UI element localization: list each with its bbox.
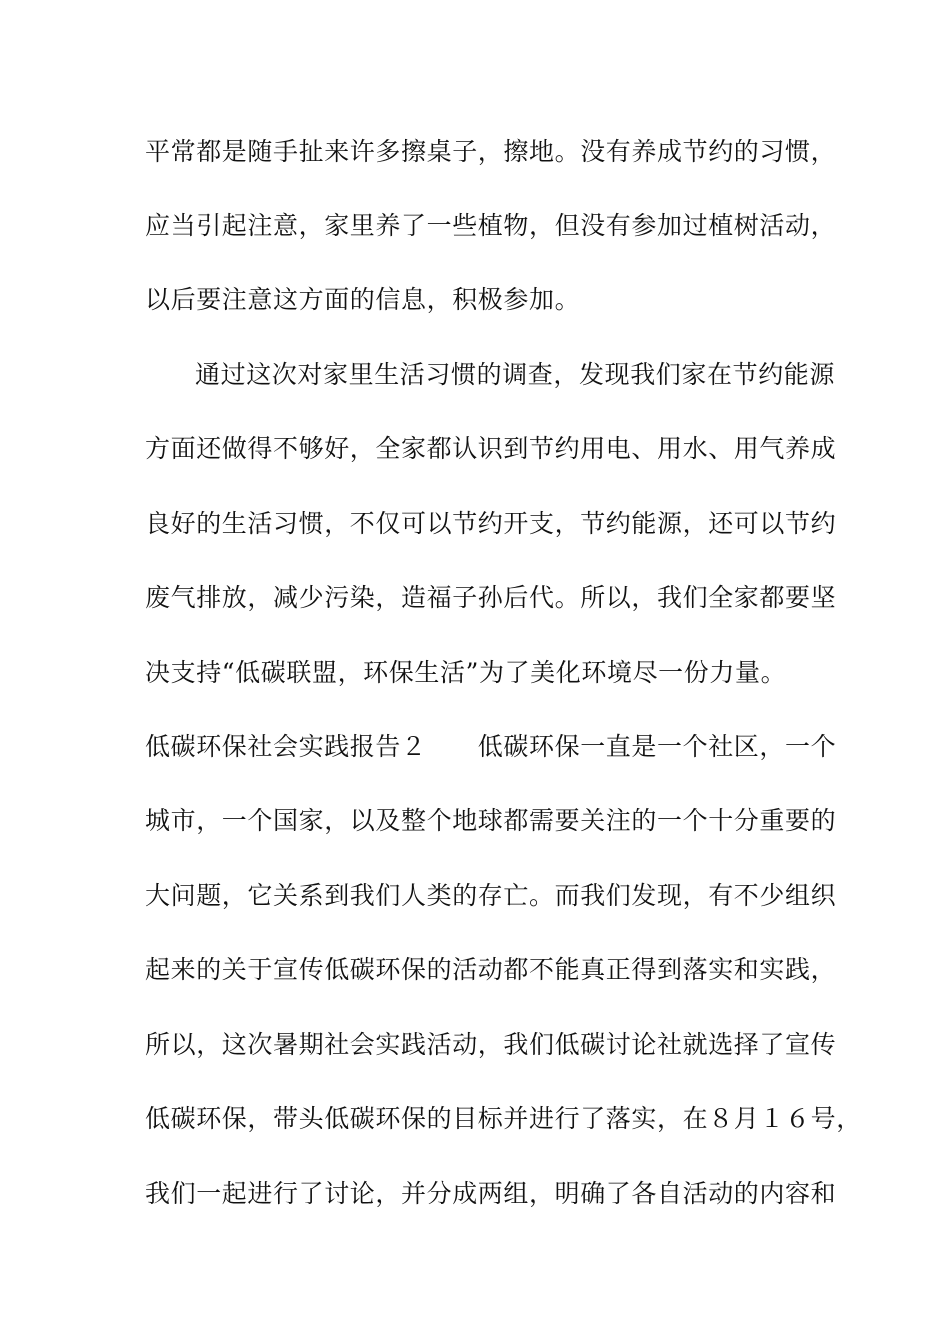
paragraph-line-3: 以后要注意这方面的信息，积极参加。 (145, 285, 581, 314)
paragraph-line-12: 起来的关于宣传低碳环保的活动都不能真正得到落实和实践， (145, 955, 837, 984)
paragraph-line-5: 方面还做得不够好，全家都认识到节约用电、用水、用气养成 (145, 434, 837, 463)
paragraph-line-15: 我们一起进行了讨论，并分成两组，明确了各自活动的内容和 (145, 1179, 837, 1208)
report-heading-line: 低碳环保社会实践报告２ 低碳环保一直是一个社区，一个 (145, 732, 837, 761)
paragraph-line-1: 平常都是随手扯来许多擦桌子，擦地。没有养成节约的习惯， (145, 137, 837, 166)
paragraph-line-2: 应当引起注意，家里养了一些植物，但没有参加过植树活动， (145, 211, 837, 240)
paragraph-line-6: 良好的生活习惯，不仅可以节约开支，节约能源，还可以节约 (145, 509, 837, 538)
paragraph-line-8: 决支持“低碳联盟，环保生活”为了美化环境尽一份力量。 (145, 658, 787, 687)
paragraph-line-14: 低碳环保，带头低碳环保的目标并进行了落实，在８月１６号， (145, 1104, 862, 1133)
paragraph-line-10: 城市，一个国家，以及整个地球都需要关注的一个十分重要的 (145, 806, 837, 835)
paragraph-line-4: 通过这次对家里生活习惯的调查，发现我们家在节约能源 (195, 360, 836, 389)
paragraph-line-13: 所以，这次暑期社会实践活动，我们低碳讨论社就选择了宣传 (145, 1030, 837, 1059)
paragraph-line-7: 废气排放，减少污染，造福子孙后代。所以，我们全家都要坚 (145, 583, 837, 612)
paragraph-line-11: 大问题，它关系到我们人类的存亡。而我们发现，有不少组织 (145, 881, 837, 910)
